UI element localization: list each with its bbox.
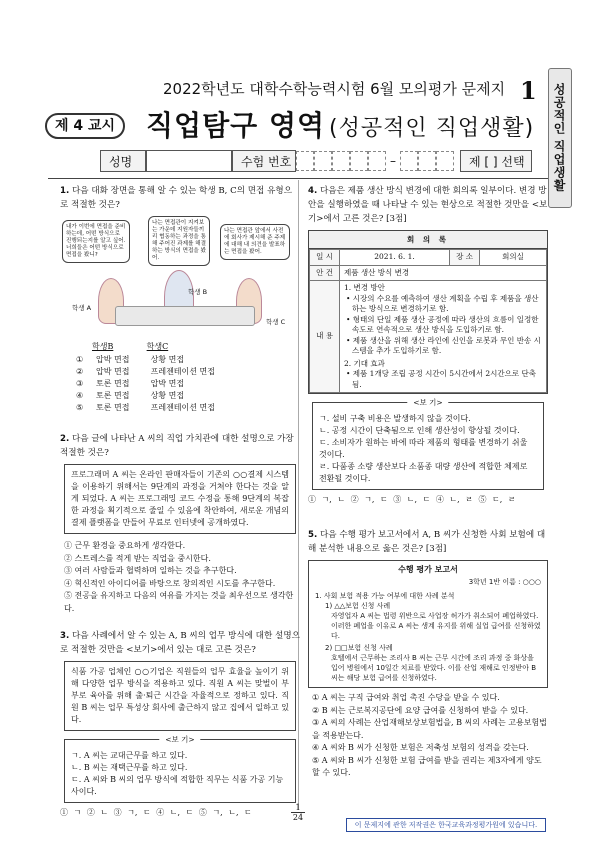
main-subtitle: (성공적인 직업생활)	[329, 116, 535, 141]
place-label: 장 소	[450, 250, 480, 266]
question-1	[60, 184, 300, 414]
date-label: 일 시	[310, 250, 340, 266]
footer-page-total: 24	[292, 813, 304, 822]
report-section: 1. 사회 보험 적용 가능 여부에 대한 사례 분석	[315, 592, 455, 600]
exam-number-field[interactable]	[296, 150, 454, 172]
question-3-passage: 식품 가공 업체인 ○○기업은 직원들의 업무 효율을 높이기 위해 다양한 업무 방식을 적용하고 있다. 직원 A 씨는 맞벌이 부부로 육아를 위해 출·퇴근 시간을 자율적으로 정하고 있다. 직원 B 씨는 업무 특성상 회사에 출근하지 않고 집에서 일하고 있다.	[64, 661, 296, 731]
question-5	[308, 528, 548, 780]
main-title-text: 직업탐구 영역	[146, 109, 326, 142]
bogi-item: ㄴ. B 씨는 재택근무를 하고 있다.	[71, 763, 188, 772]
header-divider	[48, 178, 548, 179]
footer-page-indicator	[278, 803, 318, 821]
question-5-choices	[308, 692, 548, 780]
place-value: 회의실	[480, 250, 547, 266]
question-2-passage: 프로그래머 A 씨는 온라인 판매자들이 기존의 ○○결제 시스템을 이용하기 위해서는 9단계의 과정을 거쳐야 한다는 것을 알게 되었다. A 씨는 프로그래밍 코드 수정을 통해 9단계의 복잡한 과정을 획기적으로 줄일 수 있음에 착안하여, 새로운 개념의 결제 플랫폼을 만들어 무료로 인터넷에 공개하였다.	[64, 464, 296, 534]
copyright-notice: 이 문제지에 관한 저작권은 한국교육과정평가원에 있습니다.	[346, 818, 546, 832]
option-row[interactable]: ③ 토론 면접 압박 면접	[76, 379, 185, 388]
choice-item[interactable]: ② B 씨는 근로복지공단에 요양 급여를 신청하여 받을 수 있다.	[312, 705, 529, 715]
bogi-label: <보 기>	[159, 734, 200, 746]
option-row[interactable]: ① 압박 면접 상황 면접	[76, 355, 185, 364]
choice-item[interactable]: ① A 씨는 구직 급여와 취업 촉진 수당을 받을 수 있다.	[312, 693, 500, 702]
student-c-label: 학생 C	[266, 318, 286, 326]
footer-page-current: 1	[291, 803, 305, 813]
option-row[interactable]: ⑤ 토론 면접 프레젠테이션 면접	[76, 403, 215, 412]
plan-item: • 제품 생산을 위해 생산 라인에 신인을 로봇과 무인 반송 시스템을 추가 도입하기로 함.	[346, 335, 541, 355]
bogi-label: <보 기>	[407, 397, 448, 409]
table-illustration	[115, 306, 255, 326]
bogi-item: ㄹ. 다품종 소량 생산보다 소품종 대량 생산에 적합한 체제로 전환될 것이다.	[319, 462, 528, 483]
column-header-b: 학생B	[91, 342, 114, 351]
agenda-value: 제품 생산 방식 변경	[340, 265, 547, 281]
report-title: 수행 평가 보고서	[398, 565, 458, 574]
choice-label: 제 [ ] 선택	[460, 150, 532, 172]
report-case-b-text: 호텔에서 근무하는 조리사 B 씨는 근무 시간에 조리 과정 중 화상을 입어 병원에서 10일간 치료를 받았다. 이를 산업 재해로 인정받아 B 씨는 해당 보험 급여를 신청하였다.	[331, 654, 537, 682]
effect-item: • 제품 1개당 조립 공정 시간이 5시간에서 2시간으로 단축됨.	[346, 369, 536, 389]
question-4-title: 4. 다음은 제품 생산 방식 변경에 대한 회의록 일부이다. 변경 방안을 실행하였을 때 나타날 수 있는 현상으로 적절한 것만을 <보기>에서 고른 것은? [3점]	[308, 186, 548, 224]
choice-item[interactable]: ⑤ 전공을 유지하고 다음의 여유를 가지는 것을 최우선으로 생각한다.	[64, 591, 294, 613]
page-number: 1	[520, 76, 537, 105]
minutes-title: 회 의 록	[309, 231, 547, 249]
question-5-title: 5. 다음 수행 평가 보고서에서 A, B 씨가 신청한 사회 보험에 대해 분석한 내용으로 옳은 것은? [3점]	[308, 530, 546, 554]
question-1-illustration	[60, 216, 300, 336]
question-1-title: 1. 다음 대화 장면을 통해 알 수 있는 학생 B, C의 면접 유형으로 적절한 것은?	[60, 186, 292, 210]
agenda-label: 안 건	[310, 265, 340, 281]
period-badge: 제 4 교시	[45, 113, 125, 139]
name-field[interactable]	[146, 150, 232, 172]
question-4-answers[interactable]: ① ㄱ, ㄴ ② ㄱ, ㄷ ③ ㄴ, ㄷ ④ ㄴ, ㄹ ⑤ ㄷ, ㄹ	[308, 495, 516, 504]
choice-item[interactable]: ③ A 씨의 사례는 산업재해보상보험법을, B 씨의 사례는 고용보험법을 적용받는다.	[312, 718, 547, 740]
date-value: 2021. 6. 1.	[340, 250, 450, 266]
report-case-b-title: 2) □□보험 신청 사례	[325, 644, 393, 652]
choice-item[interactable]: ④ 혁신적인 아이디어를 바탕으로 창의적인 시도를 추구한다.	[64, 578, 276, 588]
bogi-item: ㄷ. A 씨와 B 씨의 업무 방식에 적합한 직무는 식품 가공 기능사이다.	[71, 775, 284, 796]
left-column	[60, 184, 300, 829]
speech-bubble-b: 나는 면접관이 지켜보는 가운데 지원자들끼리 협동하는 과정을 통해 주어진 과제를 해결하는 방식의 면접을 봤어.	[148, 216, 210, 266]
question-4-bogi	[312, 398, 544, 490]
plan-item: • 형태의 단일 제품 생산 공정에 따라 생산의 흐름이 일정한 속도로 연속적으로 생산 방식을 도입하기로 함.	[346, 314, 539, 334]
report-signature: 3학년 1반 이름 : ○○○	[468, 578, 541, 586]
column-header-c: 학생C	[146, 342, 169, 351]
report-case-a-title: 1) △△보험 신청 사례	[325, 602, 391, 610]
choice-item[interactable]: ② 스트레스를 적게 받는 직업을 중시한다.	[64, 553, 211, 563]
section-1-heading: 1. 변경 방안	[344, 283, 385, 292]
plan-item: • 시장의 수요를 예측하여 생산 계획을 수립 후 제품을 생산하는 방식으로 변경하기로 함.	[346, 293, 539, 313]
question-3	[60, 629, 300, 819]
question-2-title: 2. 다음 글에 나타난 A 씨의 직업 가치관에 대한 설명으로 가장 적절한 것은?	[60, 434, 294, 458]
question-4	[308, 184, 548, 506]
student-a-label: 학생 A	[72, 304, 92, 312]
right-column	[308, 184, 548, 790]
main-title	[146, 104, 534, 144]
content-label: 내 용	[310, 281, 340, 393]
meeting-minutes	[308, 230, 548, 394]
choice-item[interactable]: ① 근무 환경을 중요하게 생각한다.	[64, 541, 186, 550]
option-row[interactable]: ② 압박 면접 프레젠테이션 면접	[76, 367, 215, 376]
student-info-bar	[100, 150, 540, 172]
question-3-answers[interactable]: ① ㄱ ② ㄴ ③ ㄱ, ㄷ ④ ㄴ, ㄷ ⑤ ㄱ, ㄴ, ㄷ	[60, 808, 252, 817]
question-3-bogi	[64, 735, 296, 803]
bogi-item: ㄷ. 소비자가 원하는 바에 따라 제품의 형태를 변경하기 쉬울 것이다.	[319, 438, 528, 459]
question-2-choices	[60, 540, 300, 615]
exam-number-dash: –	[390, 154, 396, 168]
minutes-content	[340, 281, 547, 393]
bogi-item: ㄱ. A 씨는 교대근무를 하고 있다.	[71, 751, 188, 760]
exam-number-label: 수험 번호	[232, 150, 296, 172]
choice-item[interactable]: ⑤ A 씨와 B 씨가 신청한 보험 급여를 받을 권리는 제3자에게 양도할 수 있다.	[312, 755, 542, 777]
question-2	[60, 432, 300, 615]
exam-title: 2022학년도 대학수학능력시험 6월 모의평가 문제지	[163, 80, 506, 98]
choice-item[interactable]: ④ A 씨와 B 씨가 신청한 보험은 저축성 보험의 성격을 갖는다.	[312, 743, 529, 752]
speech-bubble-c: 나는 면접관 앞에서 사전에 회사가 제시해 준 주제에 대해 내 의견을 발표하는 면접을 봤어.	[220, 224, 290, 260]
choice-item[interactable]: ③ 여러 사람들과 협력하며 일하는 것을 추구한다.	[64, 566, 237, 575]
name-label: 성명	[100, 150, 146, 172]
bogi-item: ㄴ. 공정 시간이 단축됨으로 인해 생산성이 향상될 것이다.	[319, 426, 520, 435]
subject-side-tab: 성공적인 직업생활	[548, 68, 572, 208]
section-2-heading: 2. 기대 효과	[344, 358, 385, 368]
option-row[interactable]: ④ 토론 면접 상황 면접	[76, 391, 185, 400]
report-case-a-text: 자영업자 A 씨는 법령 위반으로 사업장 허가가 취소되어 폐업하였다. 이러한 폐업을 이유로 A 씨는 생계 유지를 위해 실업 급여를 신청하였다.	[331, 612, 541, 640]
assessment-report	[308, 560, 548, 688]
question-3-title: 3. 다음 사례에서 알 수 있는 A, B 씨의 업무 방식에 대한 설명으로 적절한 것만을 <보기>에서 있는 대로 고른 것은?	[60, 631, 300, 655]
speech-bubble-a: 내가 이번에 면접을 준비하는데, 어떤 방식으로 진행되는지를 알고 싶어. 너희들은 어떤 방식으로 면접을 봤니?	[62, 220, 130, 263]
bogi-item: ㄱ. 설비 구축 비용은 발생하지 않을 것이다.	[319, 414, 471, 423]
student-b-label: 학생 B	[188, 288, 208, 296]
question-1-options	[72, 340, 242, 414]
